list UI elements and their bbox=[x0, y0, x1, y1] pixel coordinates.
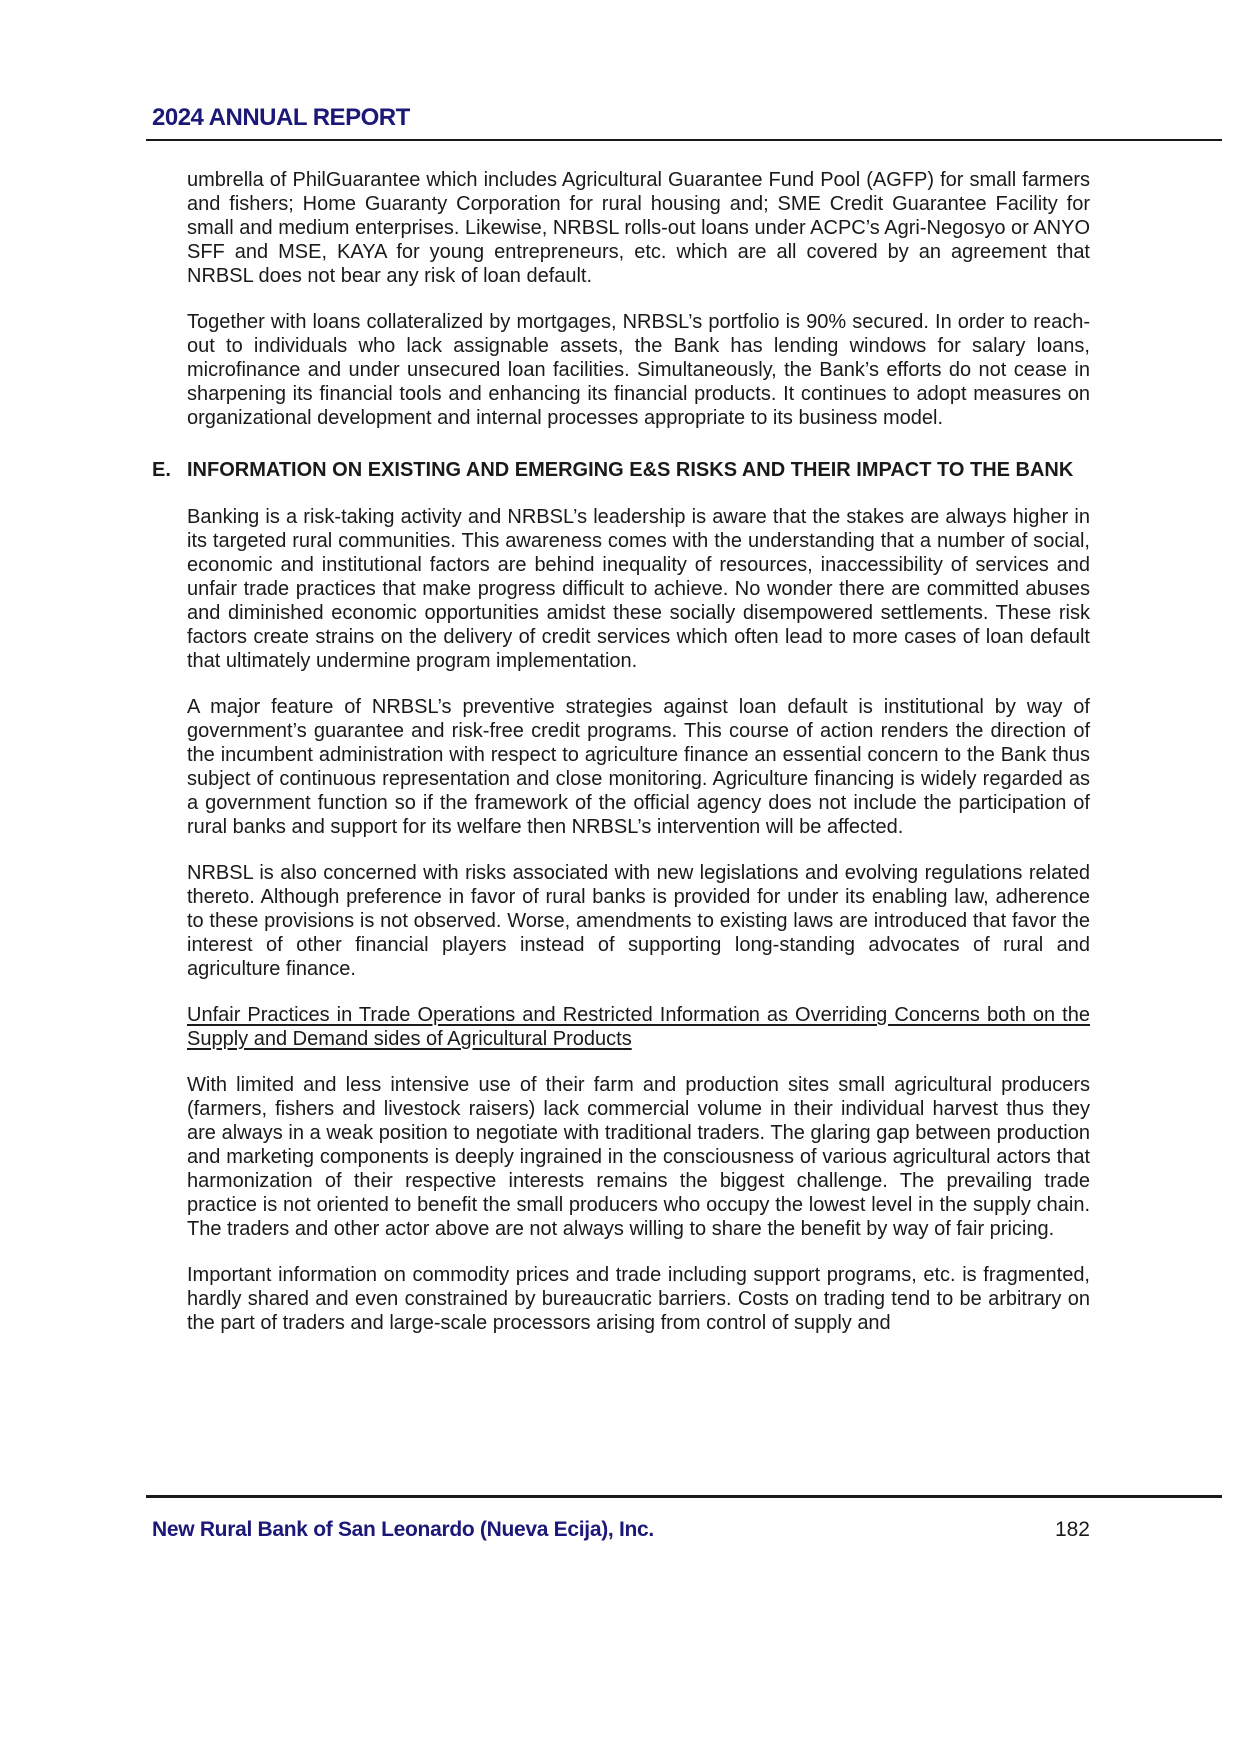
page-body bbox=[152, 168, 1090, 1357]
paragraph-preventive-strategies: A major feature of NRBSL’s preventive strategies against loan default is institutional by way of government’s guarantee and risk-free credit programs. This course of action renders the direction of the incumbent administration with respect to agriculture finance an essential concern to the Bank thus subject of continuous representation and close monitoring. Agriculture financing is widely regarded as a government function so if the framework of the official agency does not include the participation of rural banks and support for its welfare then NRBSL’s intervention will be affected. bbox=[187, 696, 1090, 838]
paragraph-commodity-information: Important information on commodity prices and trade including support programs, etc. is fragmented, hardly shared and even constrained by bureaucratic barriers. Costs on trading tend to be arbitrary on the part of traders and large-scale processors arising from control of supply and bbox=[187, 1264, 1090, 1334]
section-letter: E. bbox=[152, 459, 171, 481]
footer-bank-name: New Rural Bank of San Leonardo (Nueva Ecija), Inc. bbox=[152, 1518, 654, 1541]
section-heading-e bbox=[152, 458, 1090, 483]
header-divider bbox=[146, 139, 1222, 141]
paragraph-legislation-risks: NRBSL is also concerned with risks associated with new legislations and evolving regulations related thereto. Although preference in favor of rural banks is provided for under its enabling law, adherence to these provisions is not observed. Worse, amendments to existing laws are introduced that favor the interest of other financial players instead of supporting long-standing advocates of rural and agriculture finance. bbox=[187, 862, 1090, 980]
subheading-unfair-practices: Unfair Practices in Trade Operations and Restricted Information as Overriding Concerns both on the Supply and Demand sides of Agricultural Products bbox=[187, 1004, 1090, 1050]
paragraph-small-producers: With limited and less intensive use of their farm and production sites small agricultural producers (farmers, fishers and livestock raisers) lack commercial volume in their individual harvest thus they are always in a weak position to negotiate with traditional traders. The glaring gap between production and marketing components is deeply ingrained in the consciousness of various agricultural actors that harmonization of their respective interests remains the biggest challenge. The prevailing trade practice is not oriented to benefit the small producers who occupy the lowest level in the supply chain. The traders and other actor above are not always willing to share the benefit by way of fair pricing. bbox=[187, 1074, 1090, 1240]
footer-divider bbox=[146, 1495, 1222, 1498]
footer-page-number: 182 bbox=[1054, 1518, 1090, 1541]
section-title: INFORMATION ON EXISTING AND EMERGING E&S RISKS AND THEIR IMPACT TO THE BANK bbox=[187, 459, 1074, 481]
page-footer bbox=[152, 1518, 1090, 1542]
paragraph-banking-risk: Banking is a risk-taking activity and NRBSL’s leadership is aware that the stakes are always higher in its targeted rural communities. This awareness comes with the understanding that a number of social, economic and institutional factors are behind inequality of resources, inaccessibility of services and unfair trade practices that make progress difficult to achieve. No wonder there are committed abuses and diminished economic opportunities amidst these socially disempowered settlements. These risk factors create strains on the delivery of credit services which often lead to more cases of loan default that ultimately undermine program implementation. bbox=[187, 506, 1090, 672]
report-header-title: 2024 ANNUAL REPORT bbox=[152, 104, 410, 131]
paragraph-portfolio-secured: Together with loans collateralized by mortgages, NRBSL’s portfolio is 90% secured. In order to reach-out to individuals who lack assignable assets, the Bank has lending windows for salary loans, microfinance and under unsecured loan facilities. Simultaneously, the Bank’s efforts do not cease in sharpening its financial tools and enhancing its financial products. It continues to adopt measures on organizational development and internal processes appropriate to its business model. bbox=[187, 311, 1090, 429]
paragraph-phil-guarantee: umbrella of PhilGuarantee which includes Agricultural Guarantee Fund Pool (AGFP) for small farmers and fishers; Home Guaranty Corporation for rural housing and; SME Credit Guarantee Facility for small and medium enterprises. Likewise, NRBSL rolls-out loans under ACPC’s Agri-Negosyo or ANYO SFF and MSE, KAYA for young entrepreneurs, etc. which are all covered by an agreement that NRBSL does not bear any risk of loan default. bbox=[187, 169, 1090, 287]
